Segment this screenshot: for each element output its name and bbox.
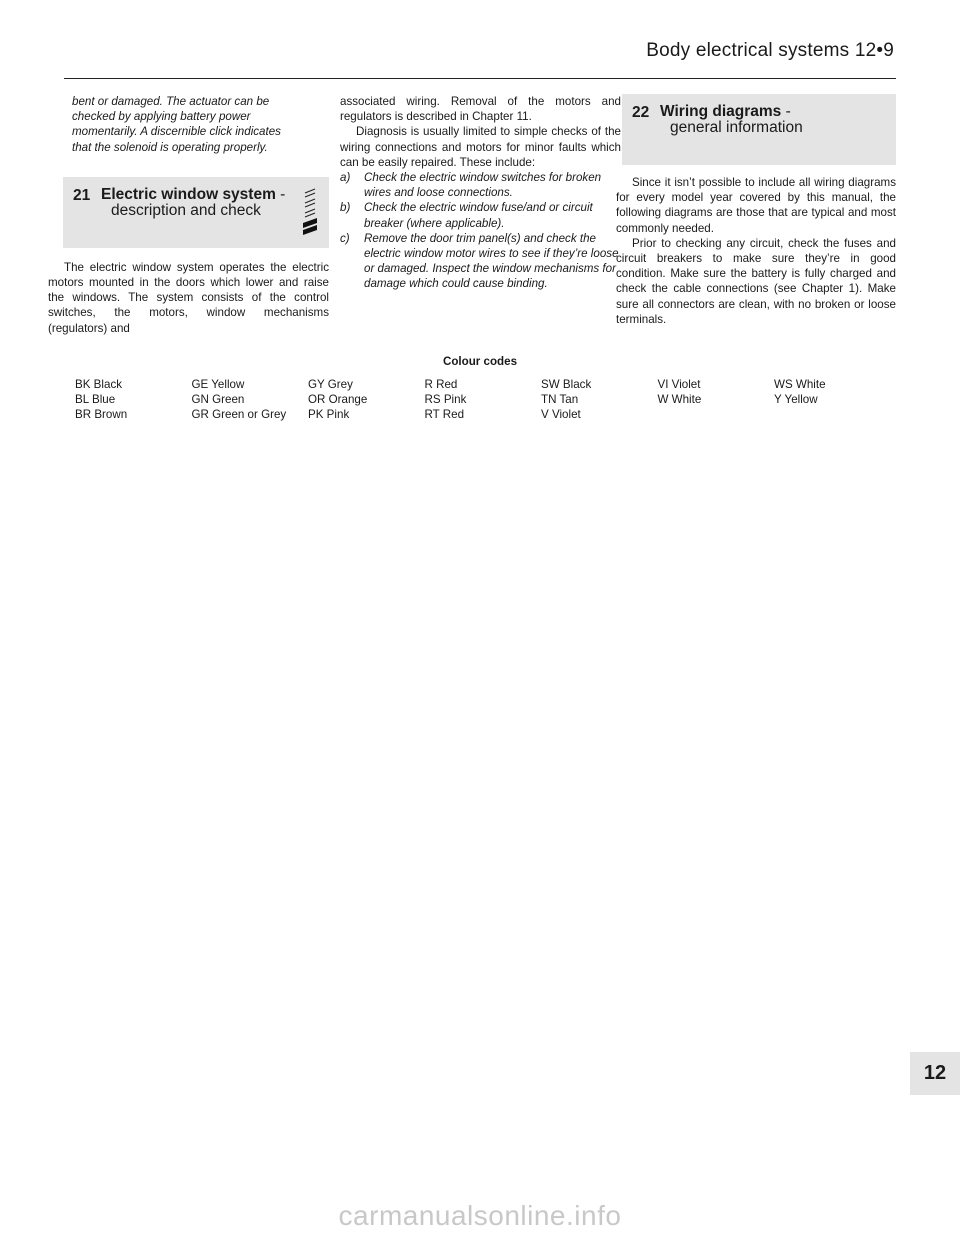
note-line: checked by applying battery power <box>72 110 251 124</box>
section-number: 22 <box>632 104 650 121</box>
column-2 <box>340 94 621 292</box>
table-cell: Y Yellow <box>774 393 818 406</box>
colour-codes-title: Colour codes <box>442 355 518 368</box>
section-dash: - <box>781 103 791 120</box>
note-line: bent or damaged. The actuator can be <box>72 95 270 108</box>
table-cell: W White <box>657 393 702 406</box>
list-item-label: c) <box>340 231 350 245</box>
page-header-title: Body electrical systems 12•9 <box>646 40 894 61</box>
table-cell: BL Blue <box>75 393 116 406</box>
note-line: that the solenoid is operating properly. <box>72 140 268 154</box>
table-cell: PK Pink <box>308 408 350 421</box>
table-cell: TN Tan <box>541 393 579 406</box>
table-cell: GY Grey <box>308 378 353 391</box>
table-cell: R Red <box>424 378 458 391</box>
list-item-label: b) <box>340 201 351 215</box>
table-cell: VI Violet <box>657 378 701 391</box>
section-21-paragraph: The electric window system operates the electric motors mounted in the doors which lower and raise the windows. The system consists of the control switches, the motors, window mechanisms (regulators) and <box>48 260 329 335</box>
paragraph: Since it isn’t possible to include all wiring diagrams for every model year covered by this manual, the following diagrams are those that are typical and most commonly needed. <box>616 176 896 235</box>
paragraph: Diagnosis is usually limited to simple checks of the wiring connections and motors for minor faults which can be easily repaired. These include: <box>340 125 621 169</box>
header-rule <box>64 78 896 79</box>
section-21-heading <box>63 177 329 248</box>
section-title-line <box>87 187 319 203</box>
section-dash: - <box>275 185 286 203</box>
table-cell: GR Green or Grey <box>191 408 287 421</box>
chapter-tab: 12 <box>910 1052 960 1095</box>
actuator-note <box>48 94 329 155</box>
list-item-text: Check the electric window switches for broken wires and loose connections. <box>364 171 602 200</box>
table-row <box>75 392 891 407</box>
list-item <box>340 231 621 292</box>
colour-codes-table <box>75 377 891 422</box>
list-item-label: a) <box>340 171 351 185</box>
table-cell <box>774 407 891 422</box>
table-cell: RS Pink <box>424 393 467 406</box>
list-item <box>340 170 621 200</box>
table-row <box>75 407 891 422</box>
watermark-text: carmanualsonline.info <box>338 1200 622 1231</box>
column-3 <box>616 94 896 327</box>
list-item-text: Check the electric window fuse/and or circuit breaker (where applicable). <box>364 201 593 230</box>
section-subtitle: description and check <box>111 202 261 220</box>
table-cell: GE Yellow <box>191 378 245 391</box>
section-22-heading <box>622 94 896 165</box>
check-list <box>340 170 621 292</box>
section-number: 21 <box>73 186 91 204</box>
paragraph: Prior to checking any circuit, check the fuses and circuit breakers to make sure they’re in good condition. Make sure the battery is fully charged and check the cable connections (see Chapter 1). Make sure all connectors are clean, with no broken or loose terminals. <box>616 236 896 326</box>
difficulty-rating-icon <box>299 187 321 237</box>
section-title: Wiring diagrams <box>660 103 782 120</box>
table-cell <box>658 407 775 422</box>
paragraph: associated wiring. Removal of the motors and regulators is described in Chapter 11. <box>340 95 621 124</box>
table-cell: BK Black <box>75 378 123 391</box>
table-row <box>75 377 891 392</box>
note-line: momentarily. A discernible click indicates <box>72 125 281 139</box>
table-cell: GN Green <box>191 393 245 406</box>
table-cell: BR Brown <box>75 408 128 421</box>
table-cell: WS White <box>774 378 826 391</box>
list-item-text: Remove the door trim panel(s) and check the electric window motor wires to see if they’re loose or damaged. Inspect the window mechanisms for damage which could cause binding. <box>364 231 619 291</box>
list-item <box>340 200 621 230</box>
table-cell: OR Orange <box>308 393 368 406</box>
table-cell: V Violet <box>541 408 581 421</box>
table-cell: SW Black <box>541 378 592 391</box>
section-subtitle: general information <box>670 119 803 137</box>
section-title-line <box>646 104 886 120</box>
table-cell: RT Red <box>424 408 465 421</box>
column-1 <box>48 94 329 336</box>
section-title: Electric window system <box>101 185 276 203</box>
